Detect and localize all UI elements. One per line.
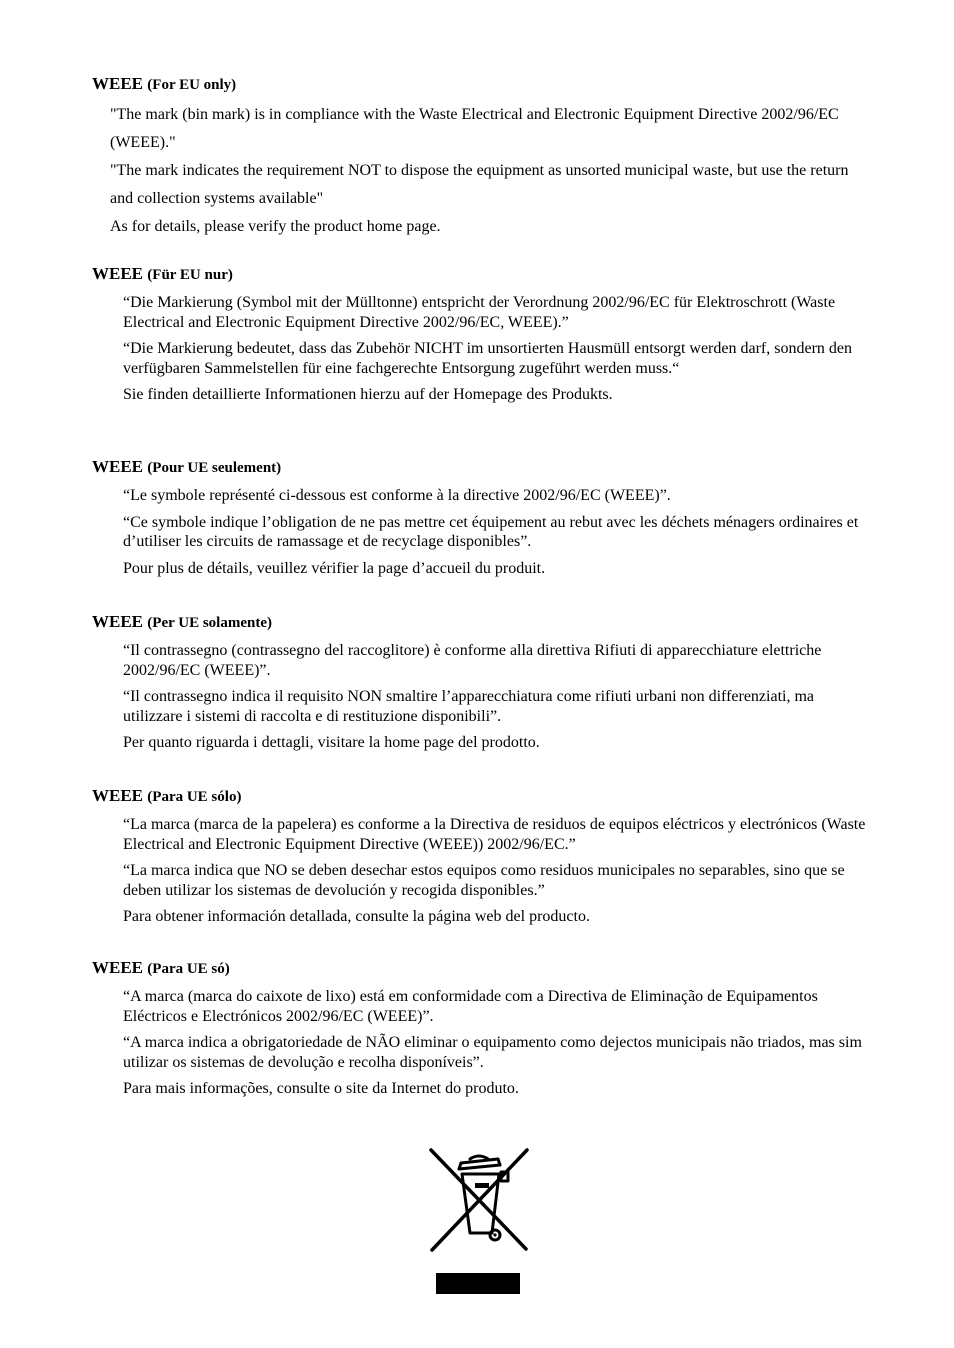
heading-language-note: (Pour UE seulement) xyxy=(147,460,282,476)
compliance-statement: “A marca (marca do caixote de lixo) está em conformidade com a Directiva de Eliminação de Equipamentos Eléctricos e Electrónicos 2002/96/EC (WEEE)”. xyxy=(123,988,818,1025)
section-heading xyxy=(92,74,874,95)
details-note: Para mais informações, consulte o site da Internet do produto. xyxy=(123,1080,519,1097)
heading-main: WEEE xyxy=(92,74,144,93)
disposal-statement: “La marca indica que NO se deben desechar estos equipos como residuos municipales no separables, sino que se deben utilizar los sistemas de devolución y recogida disponibles.” xyxy=(123,862,845,899)
section-heading xyxy=(92,786,874,807)
heading-language-note: (Für EU nur) xyxy=(147,267,233,283)
compliance-statement: “La marca (marca de la papelera) es conforme a la Directiva de residuos de equipos eléctricos y electrónicos (Waste Electrical and Electronic Equipment Directive (WEEE)) 2002/96/EC.” xyxy=(123,816,866,853)
heading-main: WEEE xyxy=(92,264,144,283)
section-heading xyxy=(92,612,874,633)
weee-section-portuguese xyxy=(92,958,874,1099)
details-note: Para obtener información detallada, consulte la página web del producto. xyxy=(123,908,590,925)
compliance-statement: “Il contrassegno (contrassegno del raccoglitore) è conforme alla direttiva Rifiuti di apparecchiature elettriche 2002/96/EC (WEEE)”. xyxy=(123,642,822,679)
crossed-out-wheelie-bin-icon xyxy=(426,1145,532,1255)
weee-section-french xyxy=(92,457,874,578)
weee-section-german xyxy=(92,264,874,405)
heading-main: WEEE xyxy=(92,457,144,476)
heading-language-note: (Para UE só) xyxy=(147,961,230,977)
section-heading xyxy=(92,958,874,979)
details-note: Per quanto riguarda i dettagli, visitare la home page del prodotto. xyxy=(123,734,540,751)
heading-main: WEEE xyxy=(92,958,144,977)
section-heading xyxy=(92,457,874,478)
heading-main: WEEE xyxy=(92,612,144,631)
heading-language-note: (Para UE sólo) xyxy=(147,789,242,805)
compliance-statement: "The mark (bin mark) is in compliance with the Waste Electrical and Electronic Equipment Directive 2002/96/EC (WEEE)." xyxy=(110,106,839,151)
disposal-statement: “Ce symbole indique l’obligation de ne pas mettre cet équipement au rebut avec les déchets ménagers ordinaires et d’utiliser les circuits de ramassage et de recyclage disponibles”. xyxy=(123,513,859,550)
disposal-statement: “A marca indica a obrigatoriedade de NÃO eliminar o equipamento como dejectos municipais não triados, mas sim utilizar os sistemas de devolução e recolha disponíveis”. xyxy=(123,1034,862,1071)
heading-language-note: (Per UE solamente) xyxy=(147,615,272,631)
details-note: Pour plus de détails, veuillez vérifier la page d’accueil du produit. xyxy=(123,559,546,577)
solid-bar-marker xyxy=(436,1273,520,1294)
section-heading xyxy=(92,264,874,285)
weee-section-english xyxy=(92,74,874,241)
weee-section-spanish xyxy=(92,786,874,927)
disposal-statement: "The mark indicates the requirement NOT to dispose the equipment as unsorted municipal waste, but use the return and collection systems available" xyxy=(110,162,849,207)
disposal-statement: “Il contrassegno indica il requisito NON smaltire l’apparecchiatura come rifiuti urbani non differenziati, ma utilizzare i sistemi di raccolta e di restituzione disponibili”. xyxy=(123,688,815,725)
weee-section-italian xyxy=(92,612,874,753)
heading-language-note: (For EU only) xyxy=(147,77,237,93)
details-note: As for details, please verify the product home page. xyxy=(110,218,441,235)
compliance-statement: “Die Markierung (Symbol mit der Mülltonne) entspricht der Verordnung 2002/96/EC für Elektroschrott (Waste Electrical and Electronic Equipment Directive 2002/96/EC, WEEE).” xyxy=(123,294,836,331)
compliance-statement: “Le symbole représenté ci-dessous est conforme à la directive 2002/96/EC (WEEE)”. xyxy=(123,487,671,504)
disposal-statement: “Die Markierung bedeutet, dass das Zubehör NICHT im unsortierten Hausmüll entsorgt werden darf, sondern den verfügbaren Sammelstellen für eine fachgerechte Entsorgung zugeführt werden muss.“ xyxy=(123,340,852,377)
details-note: Sie finden detaillierte Informationen hierzu auf der Homepage des Produkts. xyxy=(123,386,613,403)
heading-main: WEEE xyxy=(92,786,144,805)
